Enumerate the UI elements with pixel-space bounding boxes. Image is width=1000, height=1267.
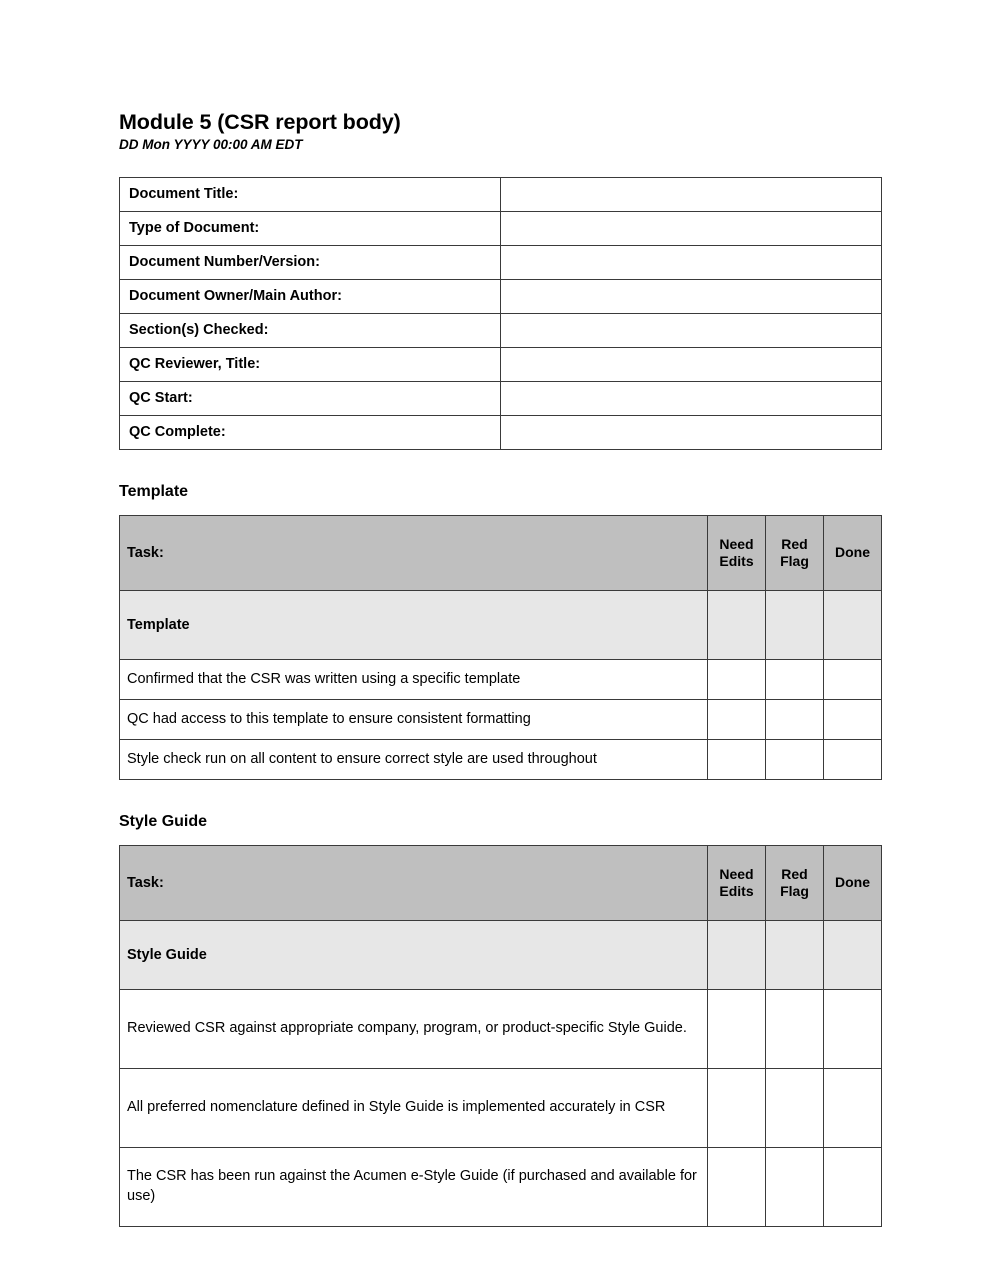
task-done-cell[interactable]: [824, 739, 882, 779]
column-header-task: Task:: [120, 515, 708, 590]
column-header-need-edits-line2: Edits: [719, 552, 754, 569]
table-header-row: [120, 515, 882, 590]
metadata-value-document-owner-main-author[interactable]: [501, 279, 882, 313]
task-need-edits-cell[interactable]: [708, 989, 766, 1068]
task-need-edits-cell[interactable]: [708, 739, 766, 779]
task-need-edits-cell[interactable]: [708, 659, 766, 699]
column-header-red-flag-line2: Flag: [780, 552, 809, 569]
task-need-edits-cell[interactable]: [708, 1147, 766, 1226]
subsection-done-cell[interactable]: [824, 920, 882, 989]
table-row: [120, 245, 882, 279]
task-done-cell[interactable]: [824, 1147, 882, 1226]
column-header-need-edits-line1: Need: [719, 865, 754, 882]
table-row: [120, 347, 882, 381]
column-header-need-edits: [708, 845, 766, 920]
column-header-red-flag-line2: Flag: [780, 882, 809, 899]
column-header-need-edits: [708, 515, 766, 590]
task-text: Reviewed CSR against appropriate company, program, or product-specific Style Guide.: [120, 989, 708, 1068]
metadata-value-document-title[interactable]: [501, 177, 882, 211]
metadata-value-qc-reviewer-title[interactable]: [501, 347, 882, 381]
document-timestamp: DD Mon YYYY 00:00 AM EDT: [119, 136, 303, 152]
table-row: [120, 1147, 882, 1226]
column-header-need-edits-line1: Need: [719, 535, 754, 552]
task-text: Confirmed that the CSR was written using a specific template: [120, 659, 708, 699]
metadata-label-type-of-document: Type of Document:: [120, 211, 501, 245]
task-red-flag-cell[interactable]: [766, 1068, 824, 1147]
table-row: [120, 699, 882, 739]
column-header-need-edits-line2: Edits: [719, 882, 754, 899]
table-row: [120, 381, 882, 415]
task-text: The CSR has been run against the Acumen e-Style Guide (if purchased and available for use): [120, 1147, 708, 1226]
page-title: Module 5 (CSR report body): [119, 110, 401, 134]
task-done-cell[interactable]: [824, 699, 882, 739]
table-row: [120, 415, 882, 449]
task-text: Style check run on all content to ensure correct style are used throughout: [120, 739, 708, 779]
table-header-row: [120, 845, 882, 920]
column-header-red-flag-line1: Red: [781, 865, 808, 882]
task-red-flag-cell[interactable]: [766, 989, 824, 1068]
task-text: QC had access to this template to ensure consistent formatting: [120, 699, 708, 739]
task-red-flag-cell[interactable]: [766, 739, 824, 779]
checklist-table-template: [119, 515, 882, 780]
table-row: [120, 739, 882, 779]
section-heading-template: Template: [119, 482, 189, 500]
task-done-cell[interactable]: [824, 989, 882, 1068]
table-row: [120, 313, 882, 347]
task-text: All preferred nomenclature defined in Style Guide is implemented accurately in CSR: [120, 1068, 708, 1147]
metadata-label-sections-checked: Section(s) Checked:: [120, 313, 501, 347]
section-heading-style-guide: Style Guide: [119, 812, 208, 830]
metadata-label-document-owner-main-author: Document Owner/Main Author:: [120, 279, 501, 313]
table-row: [120, 279, 882, 313]
task-red-flag-cell[interactable]: [766, 699, 824, 739]
table-row: [120, 659, 882, 699]
column-header-done: Done: [824, 845, 882, 920]
column-header-red-flag: [766, 845, 824, 920]
metadata-value-sections-checked[interactable]: [501, 313, 882, 347]
task-red-flag-cell[interactable]: [766, 1147, 824, 1226]
column-header-done: Done: [824, 515, 882, 590]
checklist-table-style-guide: [119, 845, 882, 1227]
table-row: [120, 211, 882, 245]
task-done-cell[interactable]: [824, 659, 882, 699]
metadata-label-document-number-version: Document Number/Version:: [120, 245, 501, 279]
subsection-need-edits-cell[interactable]: [708, 590, 766, 659]
subsection-label: Style Guide: [120, 920, 708, 989]
metadata-label-qc-start: QC Start:: [120, 381, 501, 415]
subsection-done-cell[interactable]: [824, 590, 882, 659]
subsection-row-style-guide: [120, 920, 882, 989]
metadata-value-qc-start[interactable]: [501, 381, 882, 415]
metadata-label-qc-reviewer-title: QC Reviewer, Title:: [120, 347, 501, 381]
task-done-cell[interactable]: [824, 1068, 882, 1147]
metadata-label-qc-complete: QC Complete:: [120, 415, 501, 449]
metadata-value-qc-complete[interactable]: [501, 415, 882, 449]
subsection-row-template: [120, 590, 882, 659]
column-header-red-flag: [766, 515, 824, 590]
task-need-edits-cell[interactable]: [708, 1068, 766, 1147]
page-content: [119, 110, 881, 1227]
document-metadata-table: [119, 177, 882, 450]
task-need-edits-cell[interactable]: [708, 699, 766, 739]
column-header-task: Task:: [120, 845, 708, 920]
table-row: [120, 177, 882, 211]
table-row: [120, 989, 882, 1068]
metadata-value-document-number-version[interactable]: [501, 245, 882, 279]
subsection-label: Template: [120, 590, 708, 659]
task-red-flag-cell[interactable]: [766, 659, 824, 699]
metadata-value-type-of-document[interactable]: [501, 211, 882, 245]
subsection-red-flag-cell[interactable]: [766, 590, 824, 659]
subsection-need-edits-cell[interactable]: [708, 920, 766, 989]
column-header-red-flag-line1: Red: [781, 535, 808, 552]
table-row: [120, 1068, 882, 1147]
metadata-label-document-title: Document Title:: [120, 177, 501, 211]
subsection-red-flag-cell[interactable]: [766, 920, 824, 989]
